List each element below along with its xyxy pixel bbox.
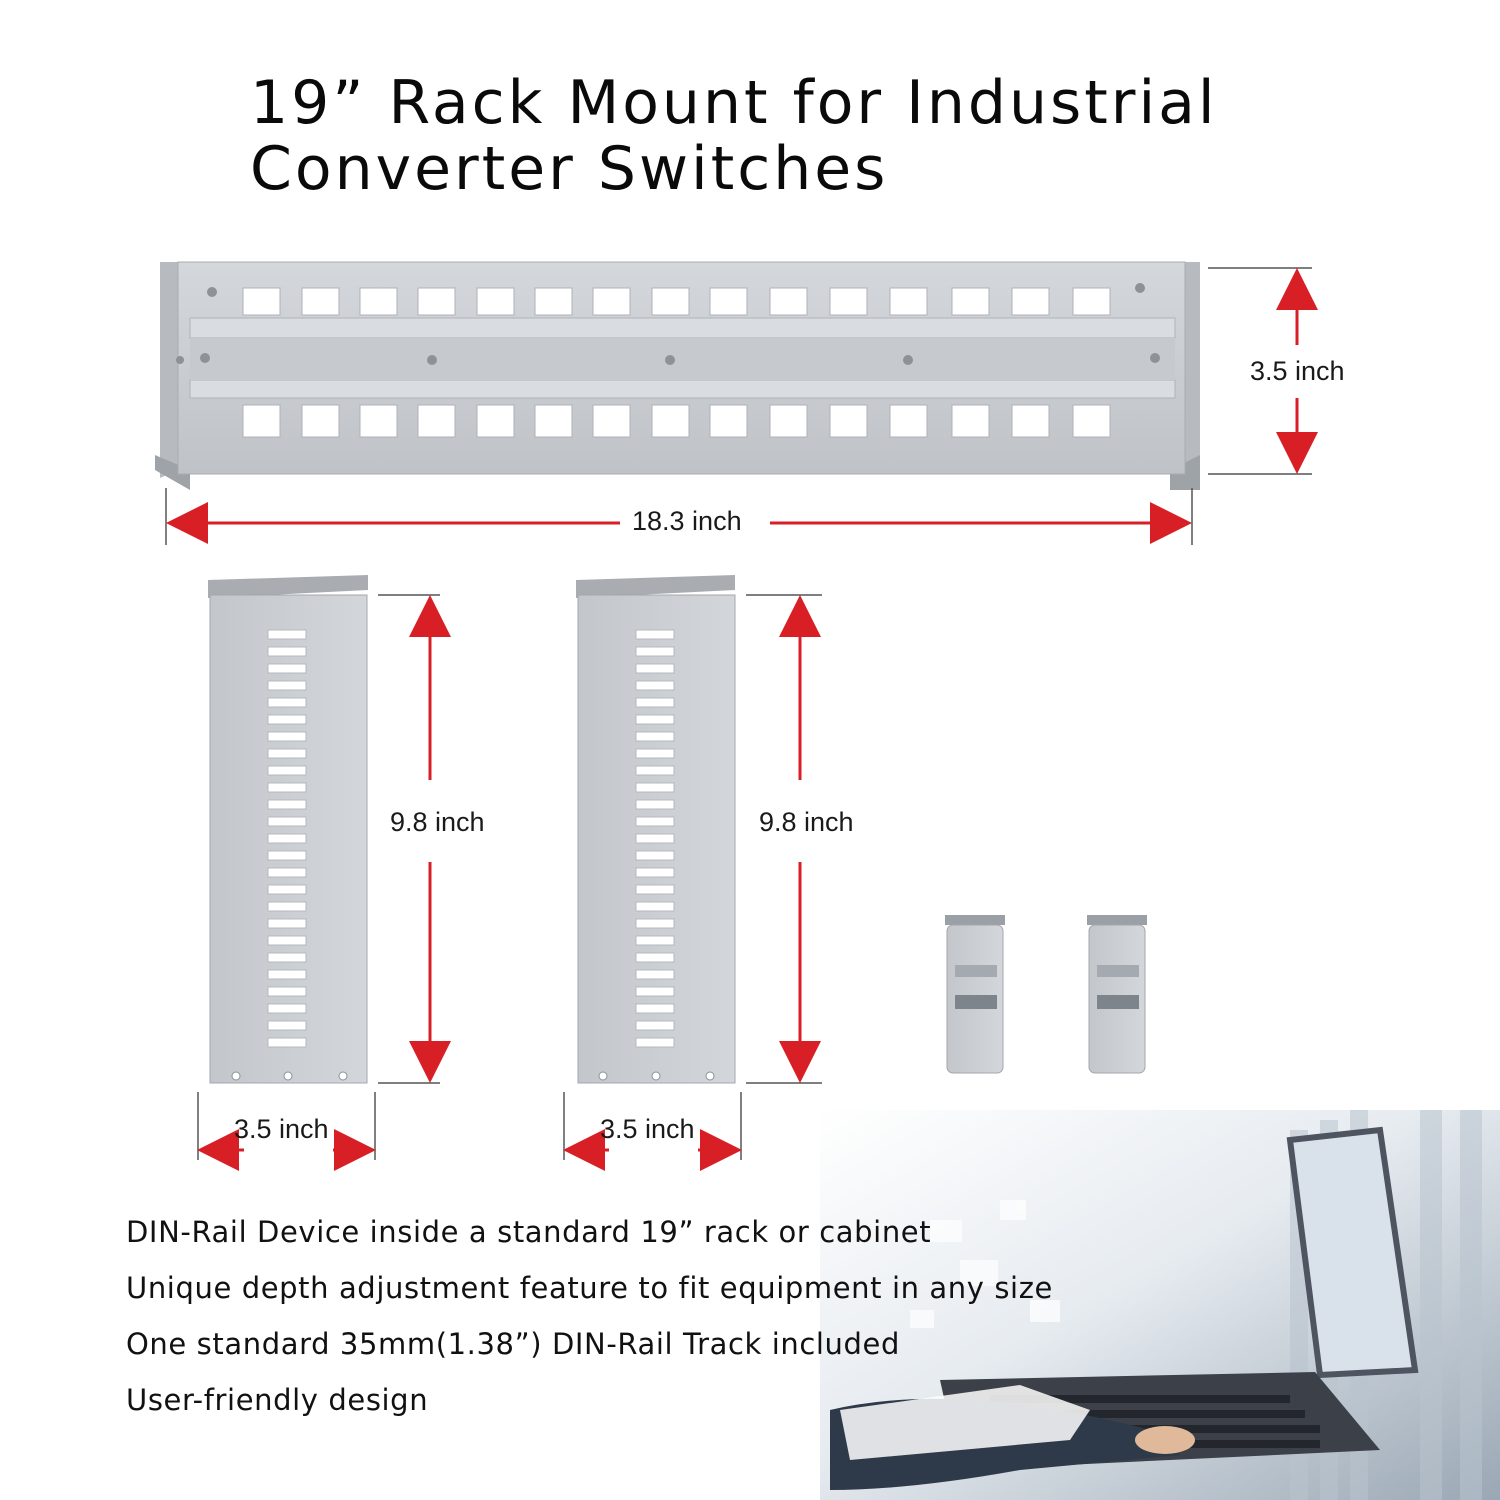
din-clip-left [945, 915, 1005, 1073]
feature-item: One standard 35mm(1.38”) DIN-Rail Track included [126, 1327, 900, 1361]
feature-item: DIN-Rail Device inside a standard 19” rack or cabinet [126, 1215, 932, 1249]
side-right-height-dimension [746, 595, 822, 1083]
feature-item: User-friendly design [126, 1383, 429, 1417]
din-clip-right [1087, 915, 1147, 1073]
feature-list [126, 1212, 1053, 1436]
feature-item: Unique depth adjustment feature to fit equipment in any size [126, 1271, 1053, 1305]
front-width-label: 18.3 inch [628, 506, 746, 537]
side-left-width-label: 3.5 inch [234, 1114, 329, 1144]
side-bracket-right [576, 575, 735, 1083]
side-right-height-label: 9.8 inch [755, 807, 858, 838]
side-left-height-dimension [378, 595, 440, 1083]
title-line-2: Converter Switches [250, 134, 889, 204]
front-panel [155, 262, 1200, 490]
title-line-1: 19” Rack Mount for Industrial [250, 68, 1218, 138]
side-bracket-left [208, 575, 368, 1083]
side-right-width-label: 3.5 inch [600, 1114, 695, 1144]
front-height-label: 3.5 inch [1250, 356, 1345, 386]
side-left-height-label: 9.8 inch [386, 807, 489, 838]
